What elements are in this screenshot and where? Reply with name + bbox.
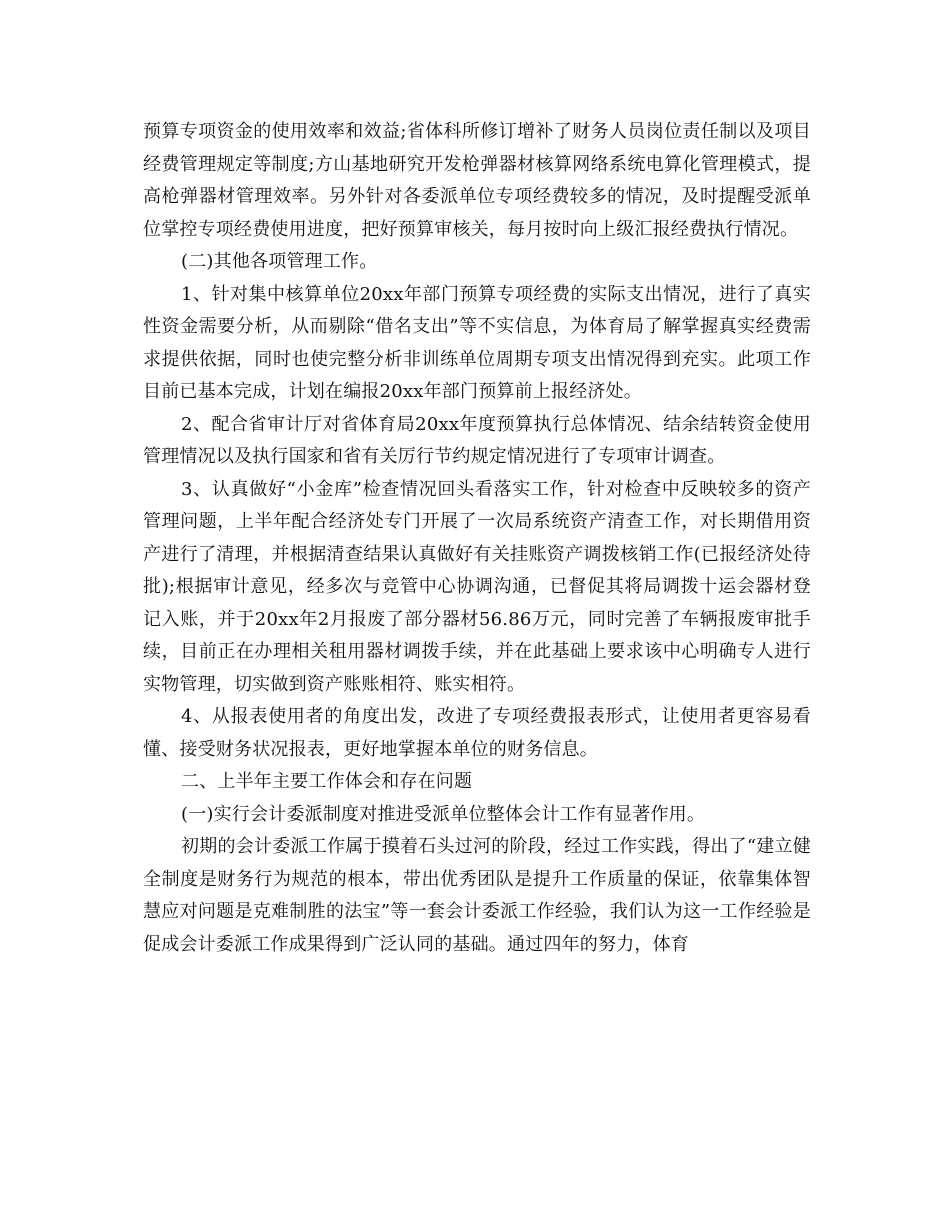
document-body (143, 116, 811, 961)
paragraph-budget-efficiency: 预算专项资金的使用效率和效益;省体科所修订增补了财务人员岗位责任制以及项目经费管理规定等制度;方山基地研究开发枪弹器材核算网络系统电算化管理模式，提高枪弹器材管理效率。另外针对各委派单位专项经费较多的情况，及时提醒受派单位掌控专项经费使用进度，把好预算审核关，每月按时向上级汇报经费执行情况。 (143, 121, 811, 240)
paragraph-item-1: 1、针对集中核算单位20xx年部门预算专项经费的实际支出情况，进行了真实性资金需要分析，从而剔除“借名支出”等不实信息，为体育局了解掌握真实经费需求提供依据，同时也使完整分析非训练单位周期专项支出情况得到充实。此项工作目前已基本完成，计划在编报20xx年部门预算前上报经济处。 (143, 283, 811, 402)
heading-section-two: 二、上半年主要工作体会和存在问题 (181, 771, 473, 792)
heading-subsection-one: (一)实行会计委派制度对推进受派单位整体会计工作有显著作用。 (181, 803, 706, 825)
paragraph-item-4: 4、从报表使用者的角度出发，改进了专项经费报表形式，让使用者更容易看懂、接受财务状况报表，更好地掌握本单位的财务信息。 (143, 706, 811, 760)
paragraph-accounting-experience: 初期的会计委派工作属于摸着石头过河的阶段，经过工作实践，得出了“建立健全制度是财务行为规范的根本，带出优秀团队是提升工作质量的保证，依靠集体智慧应对问题是克难制胜的法宝”等一套会计委派工作经验，我们认为这一工作经验是促成会计委派工作成果得到广泛认同的基础。通过四年的努力，体育 (143, 836, 811, 955)
heading-other-management-work: (二)其他各项管理工作。 (181, 251, 378, 272)
paragraph-item-3: 3、认真做好“小金库”检查情况回头看落实工作，针对检查中反映较多的资产管理问题，上半年配合经济处专门开展了一次局系统资产清查工作，对长期借用资产进行了清理，并根据清查结果认真做好有关挂账资产调拨核销工作(已报经济处待批);根据审计意见，经多次与竞管中心协调沟通，已督促其将局调拨十运会器材登记入账，并于20xx年2月报废了部分器材56.86万元，同时完善了车辆报废审批手续，目前正在办理相关租用器材调拨手续，并在此基础上要求该中心明确专人进行实物管理，切实做到资产账账相符、账实相符。 (143, 478, 811, 695)
paragraph-item-2: 2、配合省审计厅对省体育局20xx年度预算执行总体情况、结余结转资金使用管理情况以及执行国家和省有关厉行节约规定情况进行了专项审计调查。 (143, 413, 811, 467)
